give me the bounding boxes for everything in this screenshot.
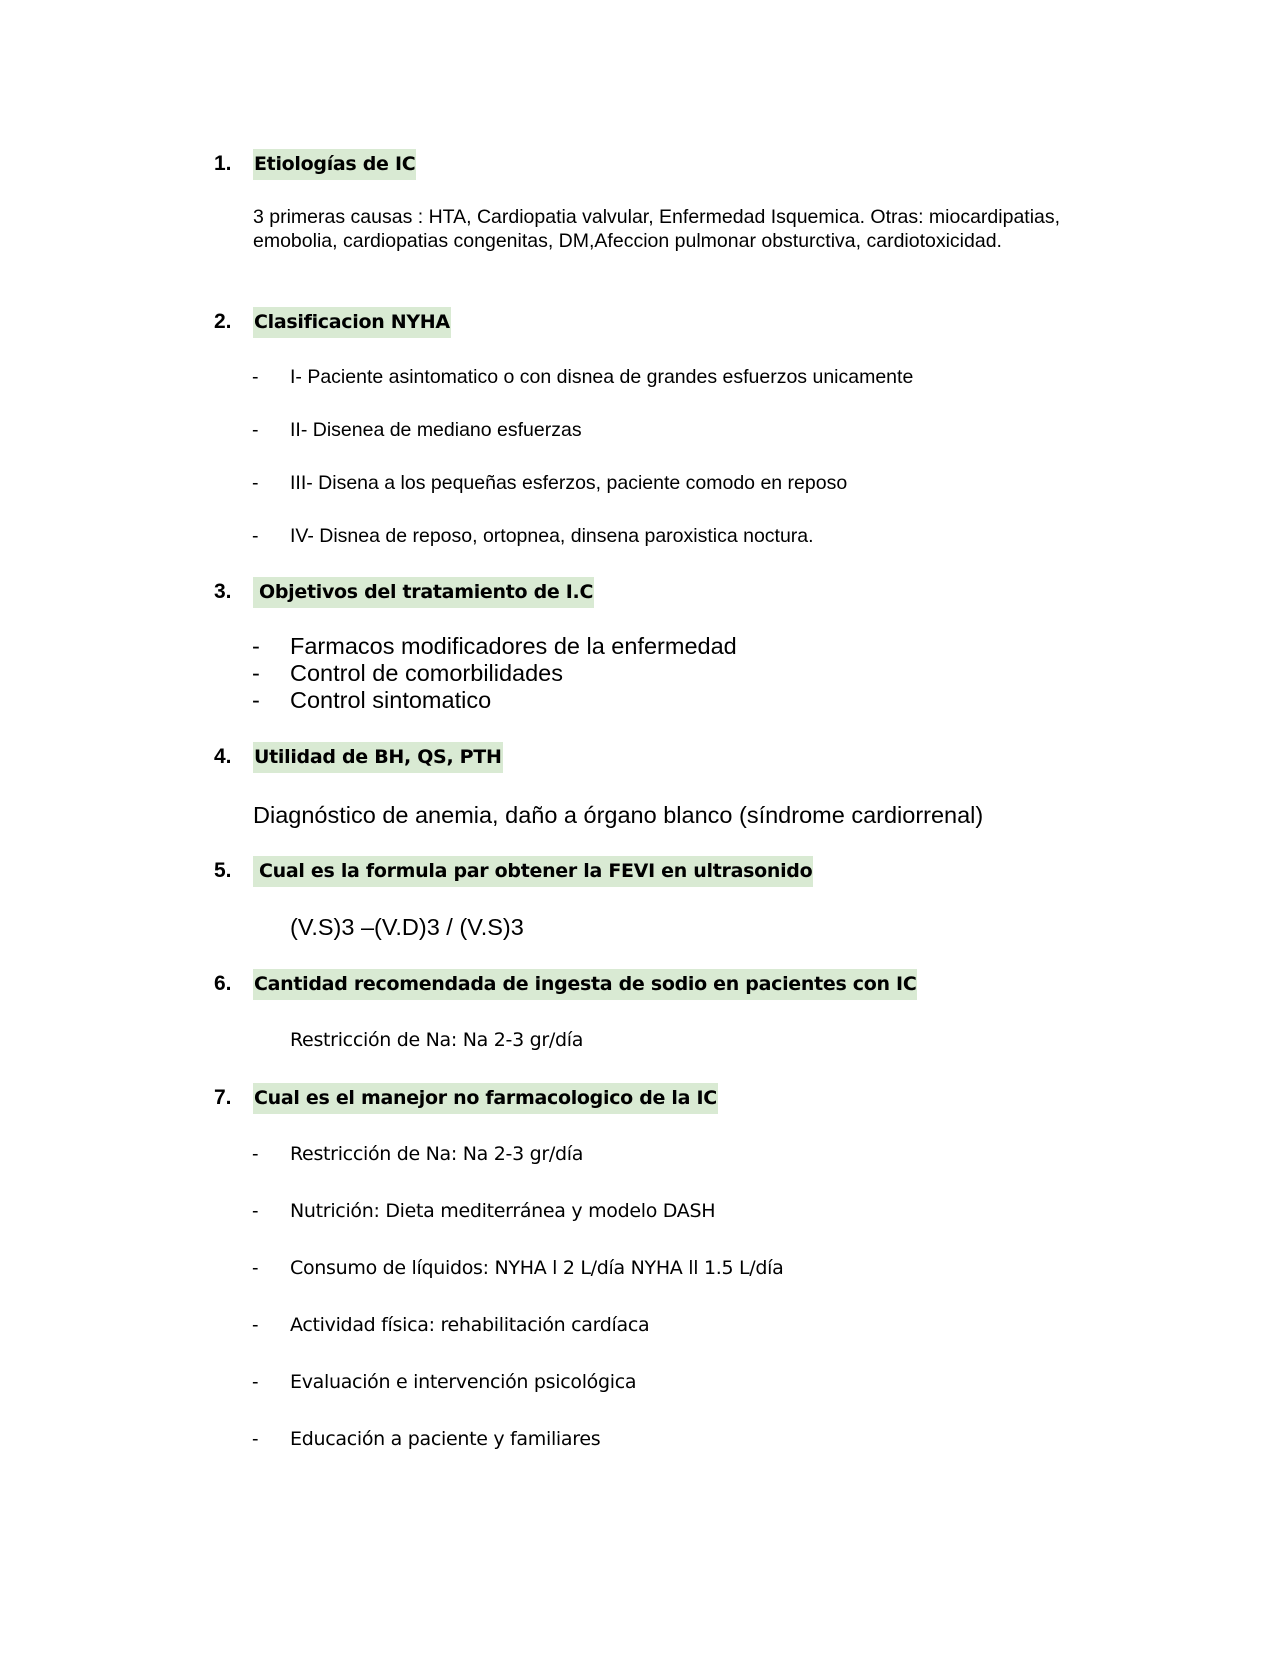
list-item: Farmacos modificadores de la enfermedad [290,633,737,659]
list-bullet: - [252,419,259,441]
section-number: 6. [214,972,232,995]
list-bullet: - [252,525,259,547]
section-heading: Cual es la formula par obtener la FEVI en ultrasonido [253,856,813,887]
formula-text: (V.S)3 –(V.D)3 / (V.S)3 [290,914,524,940]
list-bullet: - [252,633,260,659]
section-number: 7. [214,1086,232,1109]
section-heading: Cantidad recomendada de ingesta de sodio en pacientes con IC [253,969,917,1000]
list-bullet: - [252,1200,259,1222]
section-text: Diagnóstico de anemia, daño a órgano blanco (síndrome cardiorrenal) [253,802,984,828]
list-item: Educación a paciente y familiares [290,1428,601,1450]
section-heading: Utilidad de BH, QS, PTH [253,742,503,773]
section-number: 5. [214,859,232,882]
list-bullet: - [252,472,259,494]
list-item: Consumo de líquidos: NYHA l 2 L/día NYHA ll 1.5 L/día [290,1257,784,1279]
section-text: Restricción de Na: Na 2-3 gr/día [290,1029,584,1051]
section-number: 2. [214,310,232,333]
list-item: I- Paciente asintomatico o con disnea de grandes esfuerzos unicamente [290,366,914,388]
section-number: 3. [214,580,232,603]
section-paragraph: 3 primeras causas : HTA, Cardiopatia valvular, Enfermedad Isquemica. Otras: miocardipatias, emobolia, cardiopatias congenitas, DM,Afeccion pulmonar obsturctiva, cardiotoxicidad. [253,206,1061,252]
list-bullet: - [252,1257,259,1279]
list-item: Control sintomatico [290,687,492,713]
section-number: 4. [214,745,232,768]
list-item: Evaluación e intervención psicológica [290,1371,637,1393]
section-number: 1. [214,152,232,175]
section-heading: Objetivos del tratamiento de I.C [253,577,594,608]
list-item: Nutrición: Dieta mediterránea y modelo DASH [290,1200,716,1222]
list-bullet: - [252,660,260,686]
list-item: Control de comorbilidades [290,660,564,686]
list-bullet: - [252,1143,259,1165]
list-bullet: - [252,687,260,713]
list-item: II- Disenea de mediano esfuerzas [290,419,582,441]
list-item: IV- Disnea de reposo, ortopnea, dinsena paroxistica noctura. [290,525,814,547]
section-heading: Clasificacion NYHA [253,307,451,338]
section-heading: Etiologías de IC [253,149,416,180]
list-bullet: - [252,1314,259,1336]
list-item: Actividad física: rehabilitación cardíaca [290,1314,650,1336]
list-item: Restricción de Na: Na 2-3 gr/día [290,1143,584,1165]
list-item: III- Disena a los pequeñas esferzos, paciente comodo en reposo [290,472,848,494]
section-heading: Cual es el manejor no farmacologico de la IC [253,1083,718,1114]
list-bullet: - [252,1428,259,1450]
list-bullet: - [252,1371,259,1393]
list-bullet: - [252,366,259,388]
